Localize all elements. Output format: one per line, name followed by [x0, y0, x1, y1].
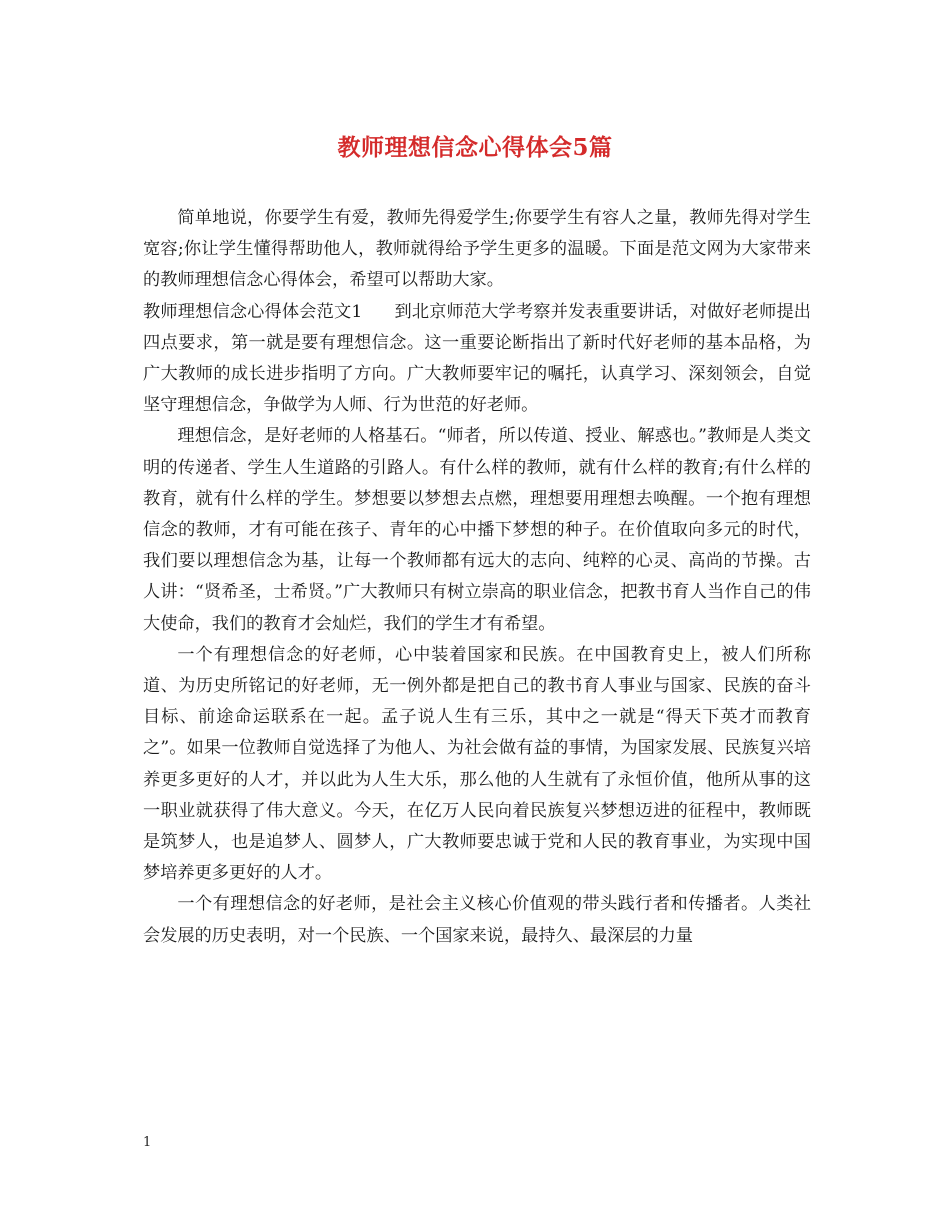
document-title: 教师理想信念心得体会5篇 [337, 134, 613, 161]
intro-paragraph: 简单地说，你要学生有爱，教师先得爱学生;你要学生有容人之量，教师先得对学生宽容;你让学生懂得帮助他人，教师就得给予学生更多的温暖。下面是范文网为大家带来的教师理想信念心得体会，希望可以帮助大家。 [143, 208, 811, 291]
paragraph-3: 一个有理想信念的好老师，心中装着国家和民族。在中国教育史上，被人们所称道、为历史所铭记的好老师，无一例外都是把自己的教书育人事业与国家、民族的奋斗目标、前途命运联系在一起。孟子说人生有三乐，其中之一就是“得天下英才而教育之”。如果一位教师自觉选择了为他人、为社会做有益的事情，为国家发展、民族复兴培养更多更好的人才，并以此为人生大乐，那么他的人生就有了永恒价值，他所从事的这一职业就获得了伟大意义。今天，在亿万人民向着民族复兴梦想迈进的征程中，教师既是筑梦人，也是追梦人、圆梦人，广大教师要忠诚于党和人民的教育事业，为实现中国梦培养更多更好的人才。 [143, 644, 811, 884]
paragraph-4: 一个有理想信念的好老师，是社会主义核心价值观的带头践行者和传播者。人类社会发展的历史表明，对一个民族、一个国家来说，最持久、最深层的力量 [143, 894, 811, 946]
page-number: 1 [143, 1135, 152, 1150]
document-body [143, 203, 811, 952]
section-paragraph [143, 297, 811, 422]
paragraph-2: 理想信念，是好老师的人格基石。“师者，所以传道、授业、解惑也。”教师是人类文明的传递者、学生人生道路的引路人。有什么样的教师，就有什么样的教育;有什么样的教育，就有什么样的学生。梦想要以梦想去点燃，理想要用理想去唤醒。一个抱有理想信念的教师，才有可能在孩子、青年的心中播下梦想的种子。在价值取向多元的时代，我们要以理想信念为基，让每一个教师都有远大的志向、纯粹的心灵、高尚的节操。古人讲：“贤希圣，士希贤。”广大教师只有树立崇高的职业信念，把教书育人当作自己的伟大使命，我们的教育才会灿烂，我们的学生才有希望。 [143, 426, 811, 634]
section-lead-text: 到北京师范大学考察并发表重要讲话，对做好老师提出四点要求，第一就是要有理想信念。这一重要论断指出了新时代好老师的基本品格，为广大教师的成长进步指明了方向。广大教师要牢记的嘱托，认真学习、深刻领会，自觉坚守理想信念，争做学为人师、行为世范的好老师。 [143, 301, 811, 416]
section-heading: 教师理想信念心得体会范文1 [143, 301, 363, 322]
